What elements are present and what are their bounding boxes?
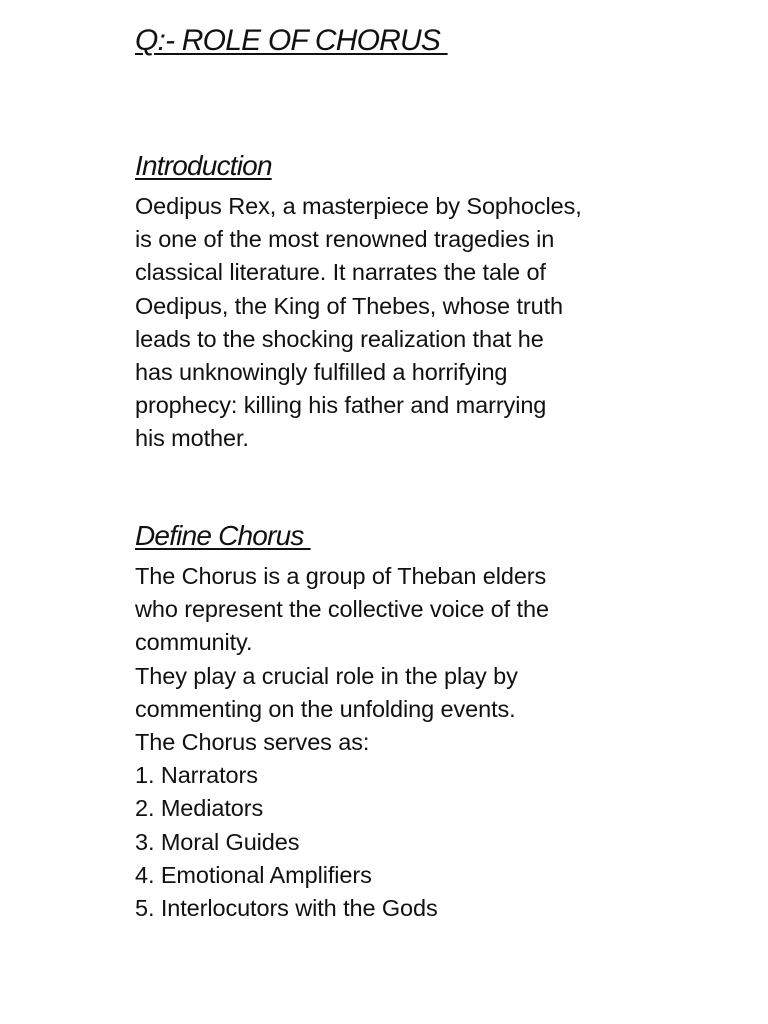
text-line: The Chorus is a group of Theban elders bbox=[135, 563, 547, 589]
list-item: 3. Moral Guides bbox=[135, 828, 300, 855]
list-item: 4. Emotional Amplifiers bbox=[135, 861, 372, 888]
define-chorus-paragraph bbox=[135, 560, 695, 925]
text-line: classical literature. It narrates the tale of bbox=[135, 259, 546, 286]
introduction-heading: Introduction bbox=[135, 150, 272, 181]
text-line: Oedipus Rex, a masterpiece by Sophocles, bbox=[135, 193, 582, 219]
page-title: Q:- ROLE OF CHORUS bbox=[135, 24, 448, 57]
text-line: prophecy: killing his father and marrying bbox=[135, 392, 547, 419]
text-line: They play a crucial role in the play by bbox=[135, 662, 518, 689]
list-item: 2. Mediators bbox=[135, 795, 264, 822]
define-chorus-heading: Define Chorus bbox=[135, 520, 311, 551]
text-line: leads to the shocking realization that he bbox=[135, 325, 544, 352]
introduction-paragraph bbox=[135, 190, 695, 456]
text-line: The Chorus serves as: bbox=[135, 729, 370, 756]
text-line: has unknowingly fulfilled a horrifying bbox=[135, 359, 508, 386]
text-line: Oedipus, the King of Thebes, whose truth bbox=[135, 292, 563, 319]
text-line: community. bbox=[135, 629, 253, 656]
text-line: who represent the collective voice of the bbox=[135, 596, 549, 623]
list-item: 5. Interlocutors with the Gods bbox=[135, 895, 438, 922]
list-item: 1. Narrators bbox=[135, 762, 258, 789]
text-line: is one of the most renowned tragedies in bbox=[135, 226, 555, 253]
text-line: his mother. bbox=[135, 425, 249, 452]
text-line: commenting on the unfolding events. bbox=[135, 695, 516, 722]
